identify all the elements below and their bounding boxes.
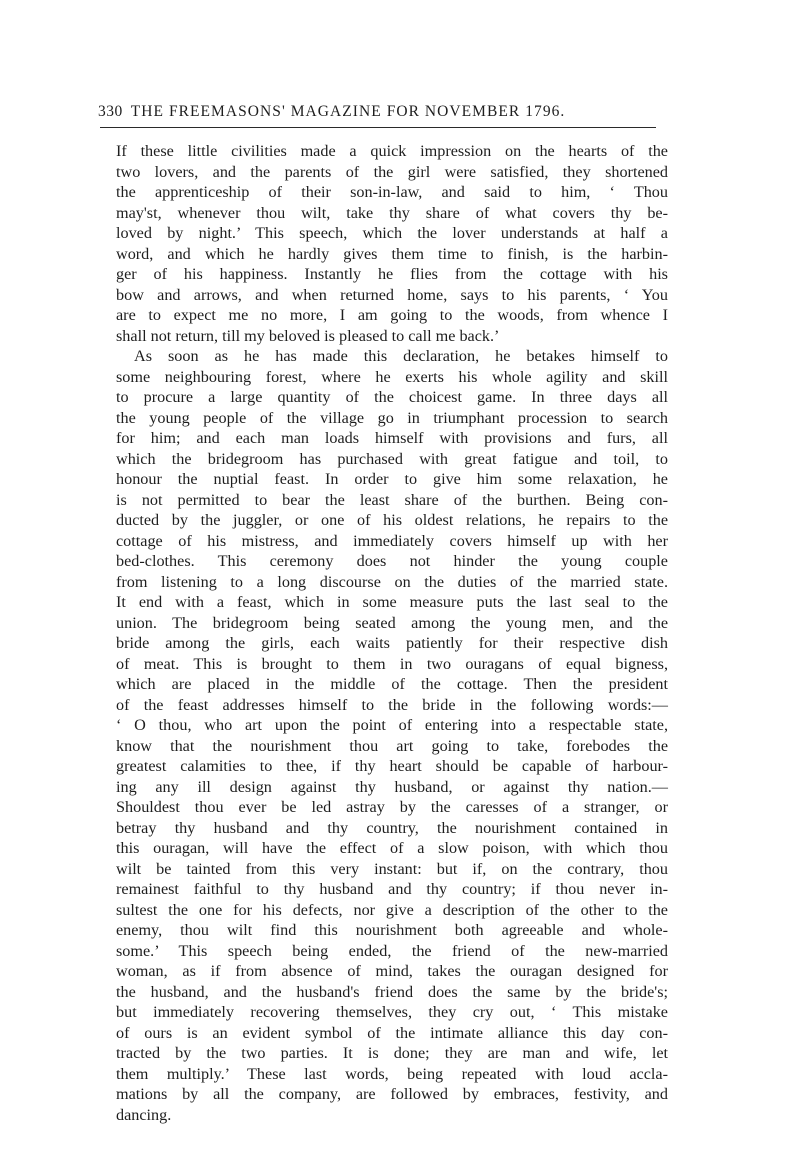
- text-line: mations by all the company, are followed by embraces, festivity, and: [116, 1085, 668, 1103]
- text-line: It end with a feast, which in some measure puts the last seal to the: [116, 593, 668, 611]
- text-line: bride among the girls, each waits patiently for their respective dish: [116, 634, 668, 652]
- text-line: loved by night.’ This speech, which the lover understands at half a: [116, 224, 668, 242]
- text-line: word, and which he hardly gives them time to finish, is the harbin-: [116, 244, 668, 263]
- text-line: for him; and each man loads himself with provisions and furs, all: [116, 429, 668, 447]
- text-line: but immediately recovering themselves, they cry out, ‘ This mistake: [116, 1003, 668, 1021]
- text-line: are to expect me no more, I am going to the woods, from whence I: [116, 306, 668, 324]
- text-line: some.’ This speech being ended, the friend of the new-married: [116, 941, 668, 960]
- text-line: As soon as he has made this declaration, he betakes himself to: [134, 347, 668, 365]
- text-line: honour the nuptial feast. In order to give him some relaxation, he: [116, 470, 668, 488]
- page-number: 330: [98, 103, 123, 120]
- text-line: sultest the one for his defects, nor give a description of the other to the: [116, 900, 668, 919]
- text-line: dancing.: [116, 1105, 172, 1124]
- page-title: THE FREEMASONS' MAGAZINE FOR NOVEMBER 1796.: [130, 103, 566, 120]
- text-line: greatest calamities to thee, if thy heart should be capable of harbour-: [116, 757, 668, 775]
- header-rule: [100, 127, 656, 128]
- text-line: Shouldest thou ever be led astray by the caresses of a stranger, or: [116, 798, 668, 816]
- text-line: this ouragan, will have the effect of a slow poison, with which thou: [116, 839, 668, 857]
- text-line: woman, as if from absence of mind, takes the ouragan designed for: [116, 962, 668, 980]
- text-line: which are placed in the middle of the cottage. Then the president: [116, 675, 668, 693]
- text-line: cottage of his mistress, and immediately covers himself up with her: [116, 531, 668, 550]
- text-line: the husband, and the husband's friend does the same by the bride's;: [116, 982, 668, 1001]
- text-line: If these little civilities made a quick impression on the hearts of the: [116, 142, 668, 160]
- text-line: remainest faithful to thy husband and thy country; if thou never in-: [116, 880, 668, 898]
- text-line: bed-clothes. This ceremony does not hinder the young couple: [116, 552, 668, 570]
- text-line: which the bridegroom has purchased with great fatigue and toil, to: [116, 449, 668, 468]
- text-line: ducted by the juggler, or one of his oldest relations, he repairs to the: [116, 511, 668, 529]
- text-line: ing any ill design against thy husband, or against thy nation.—: [116, 777, 668, 796]
- text-line: of meat. This is brought to them in two ouragans of equal bigness,: [116, 654, 668, 673]
- text-line: ‘ O thou, who art upon the point of entering into a respectable state,: [116, 716, 668, 734]
- text-line: may'st, whenever thou wilt, take thy share of what covers thy be-: [116, 203, 668, 222]
- text-line: the apprenticeship of their son-in-law, and said to him, ‘ Thou: [116, 183, 668, 201]
- text-line: ger of his happiness. Instantly he flies from the cottage with his: [116, 265, 668, 283]
- text-line: of ours is an evident symbol of the intimate alliance this day con-: [116, 1023, 668, 1042]
- text-line: union. The bridegroom being seated among the young men, and the: [116, 613, 668, 632]
- text-line: wilt be tainted from this very instant: but if, on the contrary, thou: [116, 859, 668, 878]
- text-line: to procure a large quantity of the choicest game. In three days all: [116, 388, 668, 406]
- text-line: some neighbouring forest, where he exerts his whole agility and skill: [116, 367, 668, 386]
- text-line: two lovers, and the parents of the girl were satisfied, they shortened: [116, 162, 668, 181]
- text-line: betray thy husband and thy country, the nourishment contained in: [116, 818, 668, 837]
- text-line: of the feast addresses himself to the bride in the following words:—: [116, 695, 668, 714]
- text-line: from listening to a long discourse on the duties of the married state.: [116, 572, 668, 591]
- text-line: enemy, thou wilt find this nourishment both agreeable and whole-: [116, 921, 668, 939]
- text-line: is not permitted to bear the least share of the burthen. Being con-: [116, 490, 668, 509]
- text-line: tracted by the two parties. It is done; they are man and wife, let: [116, 1044, 668, 1062]
- text-line: shall not return, till my beloved is pleased to call me back.’: [116, 326, 500, 345]
- text-line: know that the nourishment thou art going to take, forebodes the: [116, 736, 668, 755]
- text-line: bow and arrows, and when returned home, says to his parents, ‘ You: [116, 285, 668, 304]
- text-line: the young people of the village go in triumphant procession to search: [116, 408, 668, 427]
- running-head: [98, 103, 658, 121]
- text-line: them multiply.’ These last words, being repeated with loud accla-: [116, 1064, 668, 1083]
- article-body: [116, 141, 668, 1125]
